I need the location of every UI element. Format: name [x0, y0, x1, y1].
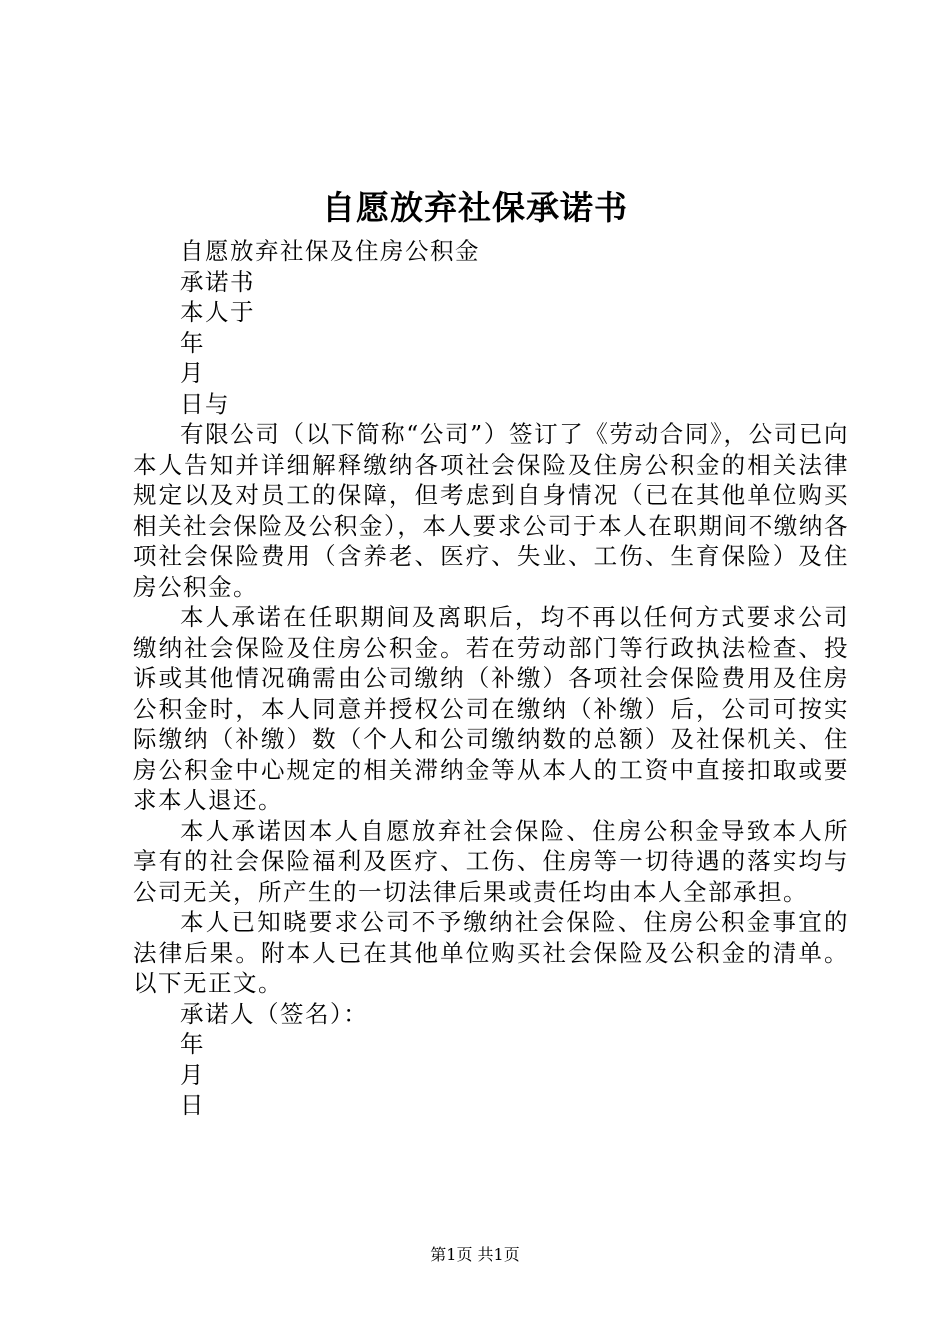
signature-line: 月 — [180, 1060, 205, 1089]
page-number-footer: 第1页 共1页 — [430, 1245, 520, 1264]
header-line: 月 — [180, 359, 205, 387]
header-line: 日与 — [180, 389, 230, 418]
signature-line: 年 — [180, 1030, 205, 1058]
body-paragraph: 本人承诺因本人自愿放弃社会保险、住房公积金导致本人所享有的社会保险福利及医疗、工伤、住房等一切待遇的落实均与公司无关，所产生的一切法律后果或责任均由本人全部承担。 — [133, 816, 849, 906]
signature-line: 日 — [180, 1091, 205, 1119]
body-paragraph: 本人已知晓要求公司不予缴纳社会保险、住房公积金事宜的法律后果。附本人已在其他单位购买社会保险及公积金的清单。以下无正文。 — [133, 908, 849, 997]
signature-line: 承诺人（签名）： — [180, 999, 369, 1028]
document-body — [133, 236, 849, 1121]
body-paragraph: 本人承诺在任职期间及离职后，均不再以任何方式要求公司缴纳社会保险及住房公积金。若在劳动部门等行政执法检查、投诉或其他情况确需由公司缴纳（补缴）各项社会保险费用及住房公积金时，本人同意并授权公司在缴纳（补缴）后，公司可按实际缴纳（补缴）数（个人和公司缴纳数的总额）及社保机关、住房公积金中心规定的相关滞纳金等从本人的工资中直接扣取或要求本人退还。 — [133, 603, 849, 814]
header-line: 年 — [180, 328, 205, 357]
body-paragraph: 有限公司（以下简称“公司”）签订了《劳动合同》，公司已向本人告知并详细解释缴纳各项社会保险及住房公积金的相关法律规定以及对员工的保障，但考虑到自身情况（已在其他单位购买相关社会保险及公积金），本人要求公司于本人在职期间不缴纳各项社会保险费用（含养老、医疗、失业、工伤、生育保险）及住房公积金。 — [133, 420, 849, 601]
document-title: 自愿放弃社保承诺书 — [322, 188, 628, 227]
header-line: 本人于 — [180, 298, 255, 326]
header-line: 承诺书 — [180, 267, 255, 296]
header-line: 自愿放弃社保及住房公积金 — [180, 237, 480, 265]
